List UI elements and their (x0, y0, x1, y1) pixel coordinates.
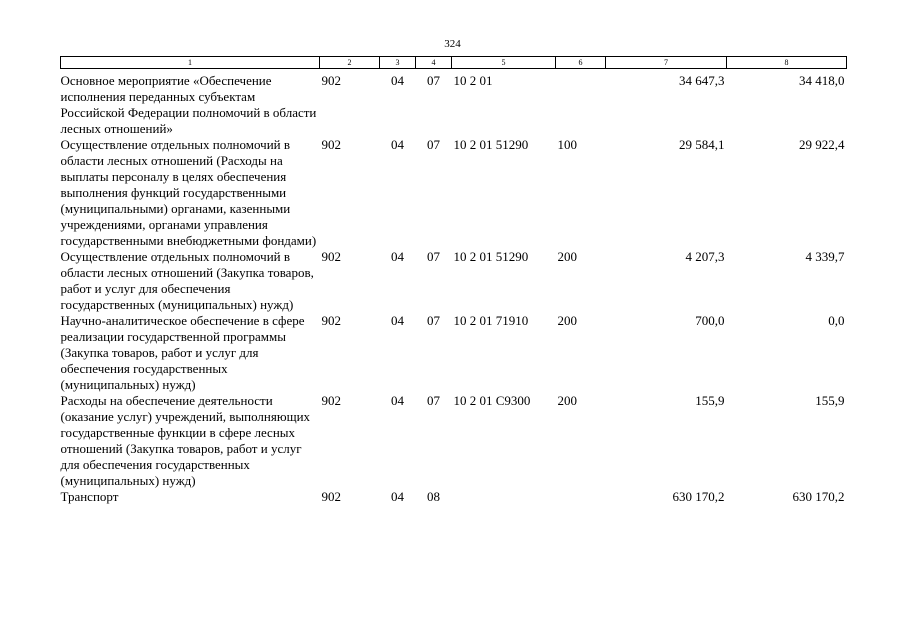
row-section: 04 (391, 313, 404, 328)
row-section: 04 (391, 393, 404, 408)
row-target: 10 2 01 51290 (453, 137, 529, 152)
row-target: 10 2 01 (453, 73, 493, 88)
row-sum-1: 34 647,3 (679, 73, 725, 88)
column-header: 8 (727, 57, 847, 69)
column-header: 6 (556, 57, 606, 69)
row-code: 902 (321, 489, 341, 504)
column-header: 4 (416, 57, 452, 69)
row-sum-2: 4 339,7 (805, 249, 845, 264)
table-row (61, 393, 847, 489)
row-subsection: 07 (427, 249, 440, 264)
header-row (61, 57, 847, 69)
row-sum-2: 0,0 (828, 313, 845, 328)
row-target: 10 2 01 51290 (453, 249, 529, 264)
budget-table (60, 56, 847, 505)
row-type (556, 489, 606, 505)
row-name: Научно-аналитическое обеспечение в сфере реализации государственной программы (Закупка товаров, работ и услуг для обеспечения государственных (муниципальных) нужд) (60, 313, 305, 392)
column-header: 1 (61, 57, 320, 69)
row-sum-1: 700,0 (695, 313, 725, 328)
table-row (61, 313, 847, 393)
row-code: 902 (321, 393, 341, 408)
row-target: 10 2 01 С9300 (453, 393, 531, 408)
row-type: 200 (557, 393, 577, 408)
row-type: 100 (557, 137, 577, 152)
row-subsection: 07 (427, 137, 440, 152)
row-subsection: 07 (427, 73, 440, 88)
row-type: 200 (557, 249, 577, 264)
row-subsection: 07 (427, 393, 440, 408)
row-name: Транспорт (60, 489, 119, 504)
row-name: Осуществление отдельных полномочий в области лесных отношений (Закупка товаров, работ и услуг для обеспечения государственных (муниципальных) нужд) (60, 249, 314, 312)
table-row (61, 137, 847, 249)
row-target: 10 2 01 71910 (453, 313, 529, 328)
row-name: Осуществление отдельных полномочий в области лесных отношений (Расходы на выплаты персоналу в целях обеспечения выполнения функций государственными (муниципальными) органами, казенными учреждениями, органами управления государственными внебюджетными фондами) (60, 137, 317, 248)
row-type (556, 69, 606, 138)
row-sum-2: 155,9 (815, 393, 845, 408)
row-type: 200 (557, 313, 577, 328)
column-header: 3 (380, 57, 416, 69)
row-section: 04 (391, 137, 404, 152)
row-target (452, 489, 556, 505)
row-subsection: 08 (427, 489, 440, 504)
row-sum-1: 4 207,3 (685, 249, 725, 264)
row-section: 04 (391, 249, 404, 264)
row-code: 902 (321, 249, 341, 264)
column-header: 2 (320, 57, 380, 69)
row-name: Основное мероприятие «Обеспечение исполнения переданных субъектам Российской Федерации полномочий в области лесных отношений» (60, 73, 317, 136)
row-sum-1: 630 170,2 (672, 489, 725, 504)
table-row (61, 249, 847, 313)
page-number: 324 (444, 38, 461, 50)
row-code: 902 (321, 313, 341, 328)
row-subsection: 07 (427, 313, 440, 328)
row-code: 902 (321, 137, 341, 152)
row-name: Расходы на обеспечение деятельности (оказание услуг) учреждений, выполняющих государственные функции в сфере лесных отношений (Закупка товаров, работ и услуг для обеспечения государственных (муниципальных) нужд) (60, 393, 311, 488)
column-header: 5 (452, 57, 556, 69)
row-sum-2: 630 170,2 (792, 489, 845, 504)
column-header: 7 (606, 57, 727, 69)
row-section: 04 (391, 489, 404, 504)
row-sum-2: 34 418,0 (799, 73, 845, 88)
table-row (61, 69, 847, 138)
row-code: 902 (321, 73, 341, 88)
row-section: 04 (391, 73, 404, 88)
row-sum-2: 29 922,4 (799, 137, 845, 152)
row-sum-1: 155,9 (695, 393, 725, 408)
table-row (61, 489, 847, 505)
row-sum-1: 29 584,1 (679, 137, 725, 152)
